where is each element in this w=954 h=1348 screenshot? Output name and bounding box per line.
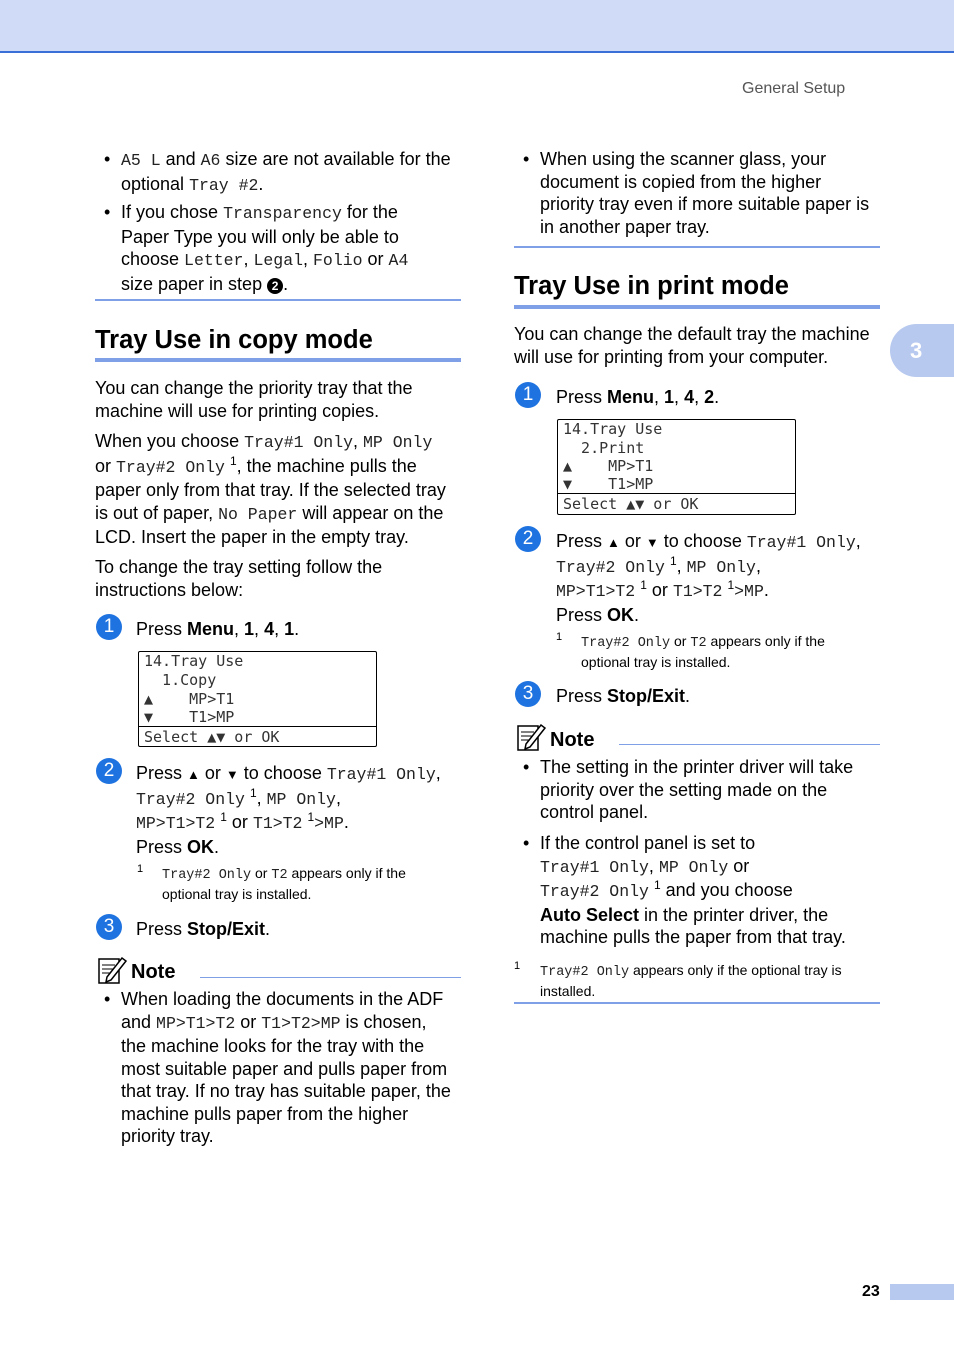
note-bullet-scanner-glass: • When using the scanner glass, your document is copied from the higher priority tray even if more suitable paper is in another paper tray. [514, 148, 910, 238]
step-2-text: Press ▲ or ▼ to choose Tray#1 Only, Tray#2 Only $^1$, MP Only, MP>T1>T2 $^1$ or T1>T2 $^1$>MP. Press OK. [136, 763, 441, 857]
paragraph-instructions: To change the tray setting follow the instructions below: [95, 557, 383, 600]
step-ref-icon: 2 [267, 278, 283, 294]
section-title: General Setup [742, 80, 846, 97]
lcd-separator [558, 493, 795, 494]
down-arrow-icon: ▼ [645, 535, 659, 550]
lcd-line: ▼ T1>MP [144, 708, 235, 726]
paragraph-print-intro: You can change the default tray the machine will use for printing from your computer. [514, 324, 870, 367]
step-3-text: Press Stop/Exit. [556, 686, 691, 706]
note-rule [200, 977, 461, 978]
down-arrow-icon: ▼ [225, 767, 239, 782]
step-2-icon: 2 [515, 526, 541, 552]
note-title: Note [550, 729, 595, 751]
lcd-separator [139, 726, 376, 727]
note-rule [619, 744, 880, 745]
paragraph-intro: You can change the priority tray that the machine will use for printing copies. [95, 378, 413, 421]
note-title: Note [131, 961, 176, 983]
lcd-line: ▼ T1>MP [563, 475, 654, 493]
divider [514, 246, 880, 248]
step-1-text: Press Menu, 1, 4, 1. [136, 619, 300, 639]
note-pencil-icon [97, 955, 127, 985]
heading-copy-mode: Tray Use in copy mode [95, 326, 373, 354]
lcd-line: ▲ MP>T1 [144, 690, 235, 708]
lcd-line: 2.Print [563, 439, 645, 457]
header-bar [0, 0, 954, 53]
note-bullet-transparency: • If you chose Transparency for the Paper Type you will only be able to choose Letter, Legal, Folio or A4 size paper in step 2 . [95, 201, 491, 295]
step-3-icon: 3 [96, 914, 122, 940]
footnote: 1 Tray#2 Only appears only if the optional tray is installed. [514, 960, 842, 999]
lcd-line: Select ▲▼ or OK [144, 728, 280, 746]
note-bullet-control-panel: • If the control panel is set to Tray#1 Only, MP Only or Tray#2 Only $^1$ and you choose Auto Select in the printer driver, the machine pulls the paper from that tray. [514, 832, 910, 949]
step-2-icon: 2 [96, 758, 122, 784]
step-1-text: Press Menu, 1, 4, 2. [556, 387, 720, 407]
footnote: 1 Tray#2 Only or T2 appears only if the optional tray is installed. [137, 863, 406, 902]
lcd-line: Select ▲▼ or OK [563, 495, 699, 513]
note-bullet-printer-driver: • The setting in the printer driver will take priority over the setting made on the control panel. [514, 756, 910, 824]
step-2-text: Press ▲ or ▼ to choose Tray#1 Only, Tray#2 Only $^1$, MP Only, MP>T1>T2 $^1$ or T1>T2 $^1$>MP. Press OK. [556, 531, 861, 625]
lcd-display-print [557, 419, 796, 515]
page-number: 23 [862, 1283, 880, 1300]
lcd-line: ▲ MP>T1 [563, 457, 654, 475]
page-number-bar [890, 1284, 954, 1300]
chapter-tab: 3 [890, 324, 954, 377]
step-1-icon: 1 [96, 614, 122, 640]
divider [514, 1002, 880, 1004]
note-bullet-size-restriction: • A5 L and A6 size are not available for the optional Tray #2. [95, 148, 491, 197]
paragraph-tray-choice: When you choose Tray#1 Only, MP Only or Tray#2 Only $^1$, the machine pulls the paper only from that tray. If the selected tray is out of paper, No Paper will appear on the LCD. Insert the paper in the empty tray. [95, 431, 446, 547]
lcd-line: 14.Tray Use [563, 420, 663, 438]
footnote: 1 Tray#2 Only or T2 appears only if the optional tray is installed. [556, 631, 825, 670]
up-arrow-icon: ▲ [607, 535, 620, 550]
step-3-icon: 3 [515, 681, 541, 707]
lcd-display-copy [138, 651, 377, 747]
step-1-icon: 1 [515, 382, 541, 408]
heading-underline [95, 358, 461, 362]
divider [95, 299, 461, 301]
lcd-line: 1.Copy [144, 671, 217, 689]
note-bullet-adf: • When loading the documents in the ADF and MP>T1>T2 or T1>T2>MP is chosen, the machine looks for the tray with the most suitable paper and pulls paper from that tray. If no tray has suitable paper, the machine pulls paper from the higher priority tray. [95, 988, 491, 1148]
lcd-line: 14.Tray Use [144, 652, 244, 670]
heading-underline [514, 305, 880, 309]
note-pencil-icon [516, 722, 546, 752]
step-3-text: Press Stop/Exit. [136, 919, 271, 939]
heading-print-mode: Tray Use in print mode [514, 272, 789, 300]
up-arrow-icon: ▲ [187, 767, 200, 782]
